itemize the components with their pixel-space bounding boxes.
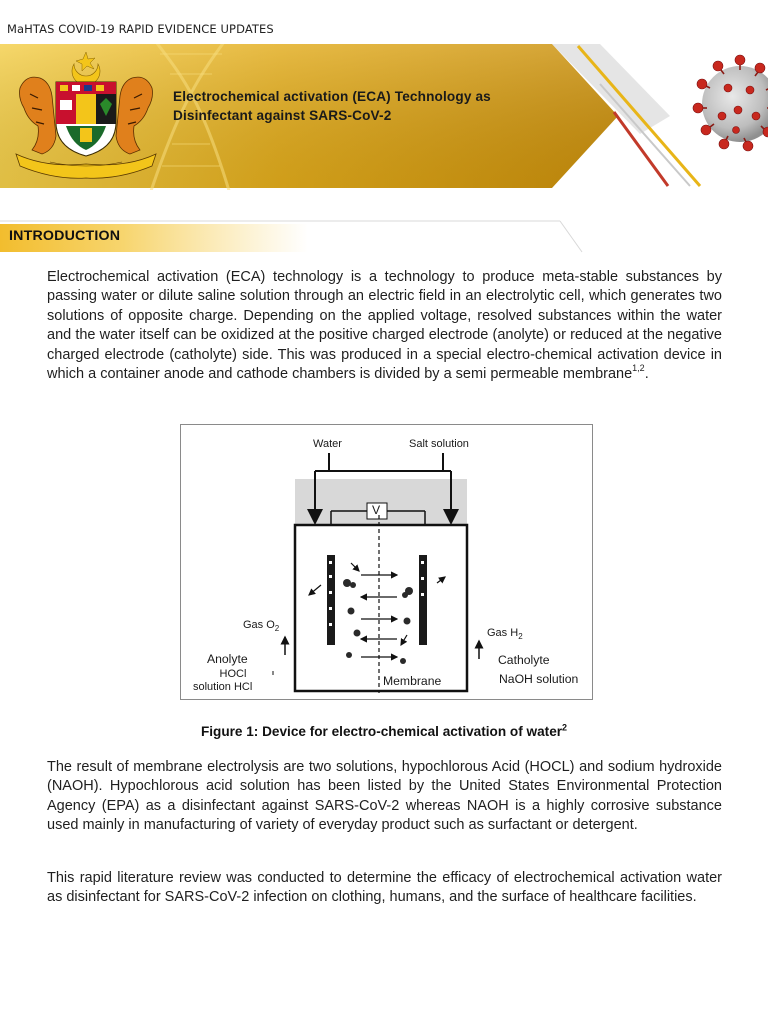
gas-h2-text: Gas H [487, 627, 519, 639]
hocl-label: HOCl [219, 668, 247, 680]
figure-caption-text: Figure 1: Device for electro-chemical activation of water [200, 724, 563, 739]
eca-device-figure [180, 424, 593, 700]
gas-o2-text: Gas O [243, 619, 275, 631]
coronavirus-illustration-icon [676, 46, 768, 190]
catholyte-label: Catholyte [498, 653, 550, 667]
salt-solution-label: Salt solution [409, 438, 469, 450]
gas-o2-label [243, 619, 279, 635]
naoh-solution-label: NaOH solution [499, 672, 579, 686]
gas-o2-subscript: 2 [274, 624, 280, 634]
water-label: Water [313, 438, 342, 450]
voltage-label: V [372, 503, 381, 517]
gas-h2-subscript: 2 [518, 632, 523, 642]
series-label: MaHTAS COVID-19 RAPID EVIDENCE UPDATES [7, 22, 274, 36]
gas-h2-label [487, 627, 523, 643]
membrane-label: Membrane [383, 674, 442, 688]
intro-paragraph [47, 268, 722, 384]
solution-hcl-label: solution HCl [193, 681, 253, 693]
review-paragraph: This rapid literature review was conducted to determine the efficacy of electrochemical activation water as disinfectant for SARS-CoV-2 infection on clothing, humans, and the surface of healthcare facilities. [47, 870, 722, 906]
intro-paragraph-text: Electrochemical activation (ECA) technology is a technology to produce meta-stable substances by passing water or dilute saline solution through an electric field in an electrolytic cell, which generates two solutions of opposite charge. Depending on the applied voltage, resolved substances within the water and the water itself can be oxidized at the positive charged electrode (anolyte) or reduced at the negative charged electrode (catholyte) side. This was produced in a special electro-chemical activation device in which a container anode and cathode chambers is divided by a semi permeable membrane [47, 269, 722, 383]
banner-title-line-2: Disinfectant against SARS-CoV-2 [173, 108, 392, 123]
intro-citation: 1,2 [632, 363, 645, 374]
intro-paragraph-end: . [644, 366, 649, 383]
banner-title [173, 87, 573, 125]
section-title: INTRODUCTION [9, 228, 121, 244]
banner-title-line-1: Electrochemical activation (ECA) Technology as [173, 89, 491, 104]
result-paragraph: The result of membrane electrolysis are two solutions, hypochlorous Acid (HOCL) and sodium hydroxide (NAOH). Hypochlorous acid solution has been listed by the United States Environmental Protection Agency (EPA) as a disinfectant against SARS-CoV-2 whereas NAOH is a highly corrosive substance used mainly in manufacturing of variety of everyday product such as surfactant or detergent. [47, 759, 722, 834]
anolyte-label: Anolyte [207, 652, 248, 666]
malaysia-coat-of-arms-icon [10, 50, 162, 182]
title-banner [0, 44, 768, 190]
section-header [0, 218, 590, 258]
figure-caption [0, 724, 768, 739]
figure-caption-citation: 2 [562, 722, 568, 733]
